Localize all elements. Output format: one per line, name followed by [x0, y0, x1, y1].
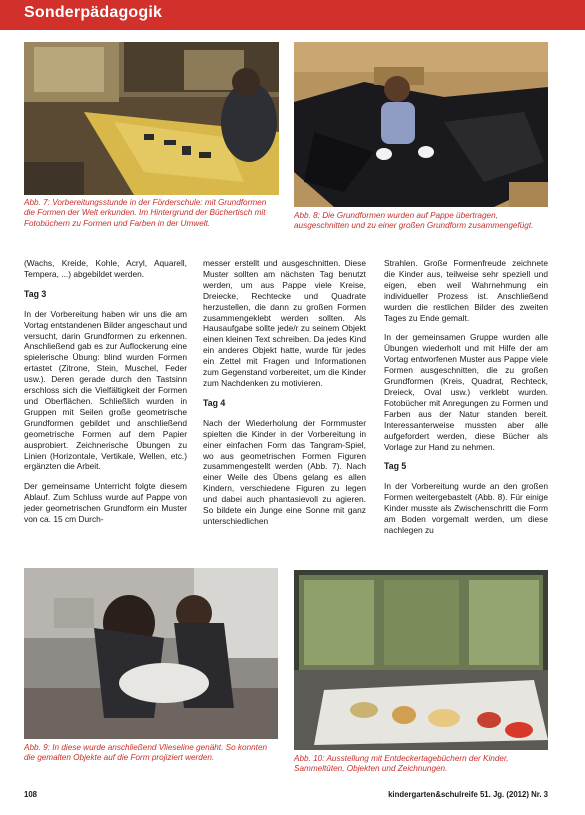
section-title: Sonderpädagogik — [24, 4, 163, 21]
photo-fig10 — [294, 570, 548, 750]
text-column-3 — [384, 258, 548, 545]
section-header — [0, 0, 585, 30]
col2-paragraph-2: Nach der Wiederholung der Formmuster spielten die Kinder in der Vorbereitung in einer einfachen Form das Tangram-Spiel, wo aus geometrischen Formen Figuren zusammengestellt werden (Abb. 7). Nach einer Weile des Übens gelang es allen Kindern, verschiedene Figuren zu legen und dabei auch phantasievoll zu agieren. So bildete ein Junge eine Sonne mit ganz unterschiedlichen — [203, 417, 366, 526]
text-column-2 — [203, 258, 366, 536]
col2-paragraph-1: messer erstellt und ausgeschnitten. Diese Muster sollten am nächsten Tag benutzt werden, um aus Pappe viele Kreise, Dreiecke, Rechtecke und Quadrate herzustellen, die dann zu großen Formen zusammengeklebt werden sollten. Als Hausaufgabe sollte jede/r zu seinem Objekt einen kleinen Text schreiben. Da jedes Kind ein anderes Objekt hatte, wurde für jedes ein Zettel mit Fragen und Informationen zum Gegenstand vorbereitet, um die Kinder zum Nachdenken zu motivieren. — [203, 258, 366, 388]
col3-paragraph-2: In der gemeinsamen Gruppe wurden alle Übungen wiederholt und mit Hilfe der am Vortag entworfenen Muster aus Pappe viele Formen ausgeschnitten, die zu großen Grundformen (Kreis, Quadrat, Rechteck, Dreieck, Oval usw.) verklebt wurden. Fotobücher mit Anregungen zu Formen und Farben aus der Natur standen bereit. Interessanterweise mussten aber alle aufgefordert werden, diese Bücher als Vorlage zur Hand zu nehmen. — [384, 332, 548, 452]
col1-heading-tag3: Tag 3 — [24, 288, 47, 299]
exhibition-photo-image — [294, 570, 548, 750]
photo-fig9 — [24, 568, 278, 739]
col1-paragraph-3: Der gemeinsame Unterricht folgte diesem Ablauf. Zum Schluss wurde auf Pappe von jeder geometrischen Grundform ein Muster von ca. 15 cm Durch- — [24, 481, 187, 525]
col1-paragraph-2: In der Vorbereitung haben wir uns die am Vortag entstandenen Bilder angeschaut und versucht, darin Grundformen zu erkennen. Anschließend gab es zur Auflockerung eine spielerische Übung: blind wurden Formen ertastet (Zitrone, Stein, Muschel, Feder usw.). Deren gerade durch den Tastsinn erschloss sich die Vielfältigkeit der Formen und Oberflächen. Schließlich wurden in Gruppen mit Seilen große geometrische Grundformen gebildet und anschließend geometrische Formen auf dem Papier ausprobiert. Zeichnerische Übungen zu Linien (Horizontale, Vertikale, Wellen, etc.) ergänzten die Arbeit. — [24, 308, 187, 472]
caption-fig9: Abb. 9: In diese wurde anschließend Vlieseline genäht. So konnten die gemalten Objekte auf die Form projiziert werden. — [24, 743, 268, 763]
col2-heading-tag4: Tag 4 — [203, 397, 226, 408]
caption-fig8: Abb. 8: Die Grundformen wurden auf Pappe übertragen, ausgeschnitten und zu einer großen Grundform zusammengefügt. — [294, 211, 534, 231]
text-column-1 — [24, 258, 187, 534]
col3-paragraph-1: Strahlen. Große Formenfreude zeichnete die Kinder aus, teilweise sehr speziell und eigen, eben weil Wahrnehmung ein individueller Prozess ist. Anschließend wurden die restlichen Bilder des zweiten Tages zu Ende gemalt. — [384, 258, 548, 323]
cardboard-shapes-photo-image — [294, 42, 548, 207]
sewing-photo-image — [24, 568, 278, 739]
photo-fig8 — [294, 42, 548, 207]
photo-fig7 — [24, 42, 279, 195]
col3-paragraph-3: In der Vorbereitung wurde an den großen Formen weitergebastelt (Abb. 8). Für einige Kinder musste als Zwischenschritt die Form am Boden vorgemalt werden, um diese nachlegen zu — [384, 481, 548, 535]
col3-heading-tag5: Tag 5 — [384, 461, 407, 472]
caption-fig7: Abb. 7: Vorbereitungsstunde in der Förderschule: mit Grundformen die Formen der Welt erkunden. Im Hintergrund der Büchertisch mit Fotobüchern zu Formen und Farben in der Umwelt. — [24, 198, 267, 228]
page-number: 108 — [24, 790, 38, 799]
journal-citation: kindergarten&schulreife 51. Jg. (2012) Nr. 3 — [388, 790, 548, 799]
col1-paragraph-1: (Wachs, Kreide, Kohle, Acryl, Aquarell, Tempera, ...) abgebildet werden. — [24, 258, 187, 279]
classroom-photo-image — [24, 42, 279, 195]
caption-fig10: Abb. 10: Ausstellung mit Entdeckertagebüchern der Kinder, Sammeltüten, Objekten und Zeichnungen. — [294, 754, 509, 774]
